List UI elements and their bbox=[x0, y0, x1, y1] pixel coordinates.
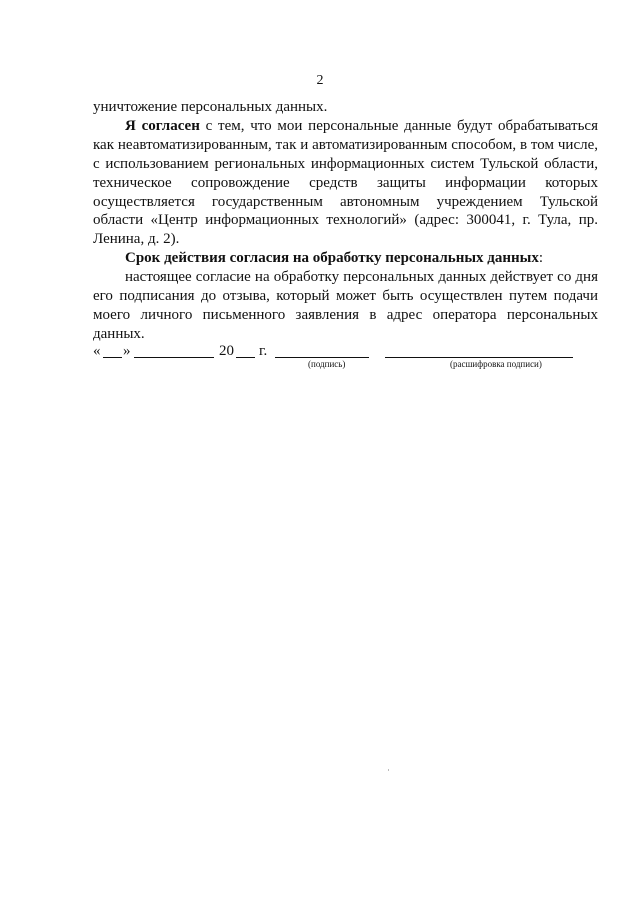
term-heading-colon: : bbox=[538, 250, 544, 267]
quote-open: « bbox=[93, 343, 101, 359]
signature-caption: (подпись) bbox=[308, 359, 346, 369]
paragraph-continuation bbox=[93, 98, 598, 117]
year-prefix: 20 bbox=[219, 343, 234, 359]
consent-bold-lead: Я согласен bbox=[125, 117, 200, 134]
scan-speck bbox=[388, 769, 389, 771]
term-heading-text: Срок действия согласия на обработку персональных данных bbox=[125, 250, 539, 267]
page-number: 2 bbox=[316, 73, 324, 88]
term-heading bbox=[93, 249, 598, 268]
month-blank[interactable] bbox=[134, 357, 214, 358]
document-body bbox=[93, 98, 598, 344]
decoding-caption: (расшифровка подписи) bbox=[450, 359, 542, 369]
year-suffix: г. bbox=[259, 343, 268, 359]
continuation-text: уничтожение персональных данных. bbox=[93, 99, 328, 115]
day-blank[interactable] bbox=[103, 357, 122, 358]
signature-line bbox=[93, 343, 598, 359]
signature-blank[interactable] bbox=[275, 357, 369, 358]
paragraph-term bbox=[93, 268, 598, 344]
year-blank[interactable] bbox=[236, 357, 255, 358]
term-text: настоящее согласие на обработку персональных данных действует со дня его подписания до отзыва, который может быть осуществлен путем подачи моего личного письменного заявления в адрес оператора персональных данных. bbox=[93, 269, 598, 342]
consent-text: с тем, что мои персональные данные будут обрабатываться как неавтоматизированным, так и автоматизированным способом, в том числе, с использованием региональных информационных систем Тульской области, техническое сопровождение средств защиты информации которых осуществляется государственным автономным учреждением Тульской области «Центр информационных технологий» (адрес: 300041, г. Тула, пр. Ленина, д. 2). bbox=[93, 117, 598, 248]
quote-close: » bbox=[123, 343, 131, 359]
signature-decoding-blank[interactable] bbox=[385, 357, 573, 358]
paragraph-consent bbox=[93, 117, 598, 249]
